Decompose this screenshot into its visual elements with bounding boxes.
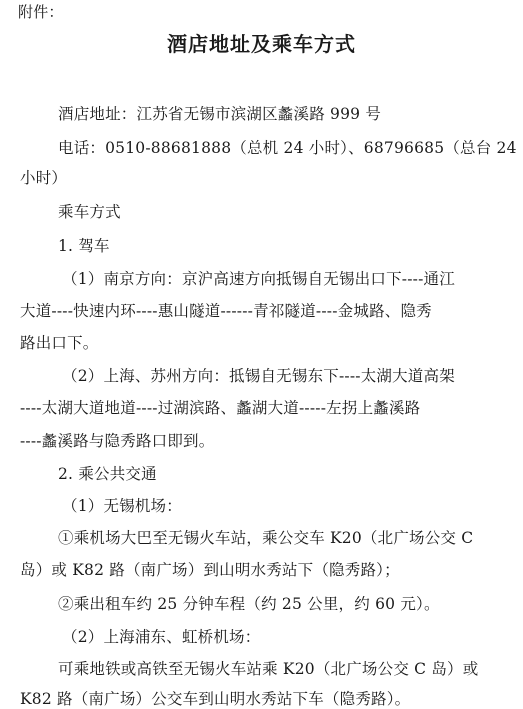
nanjing-route-line-3: 路出口下。 [20, 334, 99, 352]
shanghai-route-line-3: ----蠡溪路与隐秀路口即到。 [20, 432, 215, 450]
option-1-line-2: 岛）或 K82 路（南广场）到山明水秀站下（隐秀路）； [20, 561, 400, 579]
shanghai-airport-heading: （2）上海浦东、虹桥机场： [62, 628, 261, 646]
wuxi-airport-heading: （1）无锡机场： [62, 497, 182, 515]
attachment-label: 附件： [18, 3, 64, 21]
shanghai-route-line-2: ----太湖大道地道----过湖滨路、蠡湖大道-----左拐上蠡溪路 [20, 399, 421, 417]
transport-heading: 乘车方式 [58, 203, 121, 221]
public-transport-heading: 2. 乘公共交通 [58, 465, 157, 483]
driving-heading: 1. 驾车 [58, 237, 110, 255]
rail-line-2: K82 路（南广场）公交车到山明水秀站下车（隐秀路）。 [20, 690, 411, 708]
phone-line-2: 小时） [20, 169, 68, 187]
page-title: 酒店地址及乘车方式 [167, 32, 356, 56]
hotel-address: 酒店地址：江苏省无锡市滨湖区蠡溪路 999 号 [58, 105, 382, 123]
nanjing-route-line-2: 大道----快速内环----惠山隧道------青祁隧道----金城路、隐秀 [20, 302, 432, 320]
rail-line-1: 可乘地铁或高铁至无锡火车站乘 K20（北广场公交 C 岛）或 [58, 660, 479, 678]
nanjing-route-line-1: （1）南京方向：京沪高速方向抵锡自无锡出口下----通江 [62, 270, 455, 288]
option-1-line-1: ①乘机场大巴至无锡火车站，乘公交车 K20（北广场公交 C [58, 529, 474, 547]
phone-line-1: 电话：0510-88681888（总机 24 小时）、68796685（总台 24 [58, 139, 517, 157]
shanghai-route-line-1: （2）上海、苏州方向：抵锡自无锡东下----太湖大道高架 [62, 367, 455, 385]
option-2-line: ②乘出租车约 25 分钟车程（约 25 公里，约 60 元）。 [58, 595, 440, 613]
